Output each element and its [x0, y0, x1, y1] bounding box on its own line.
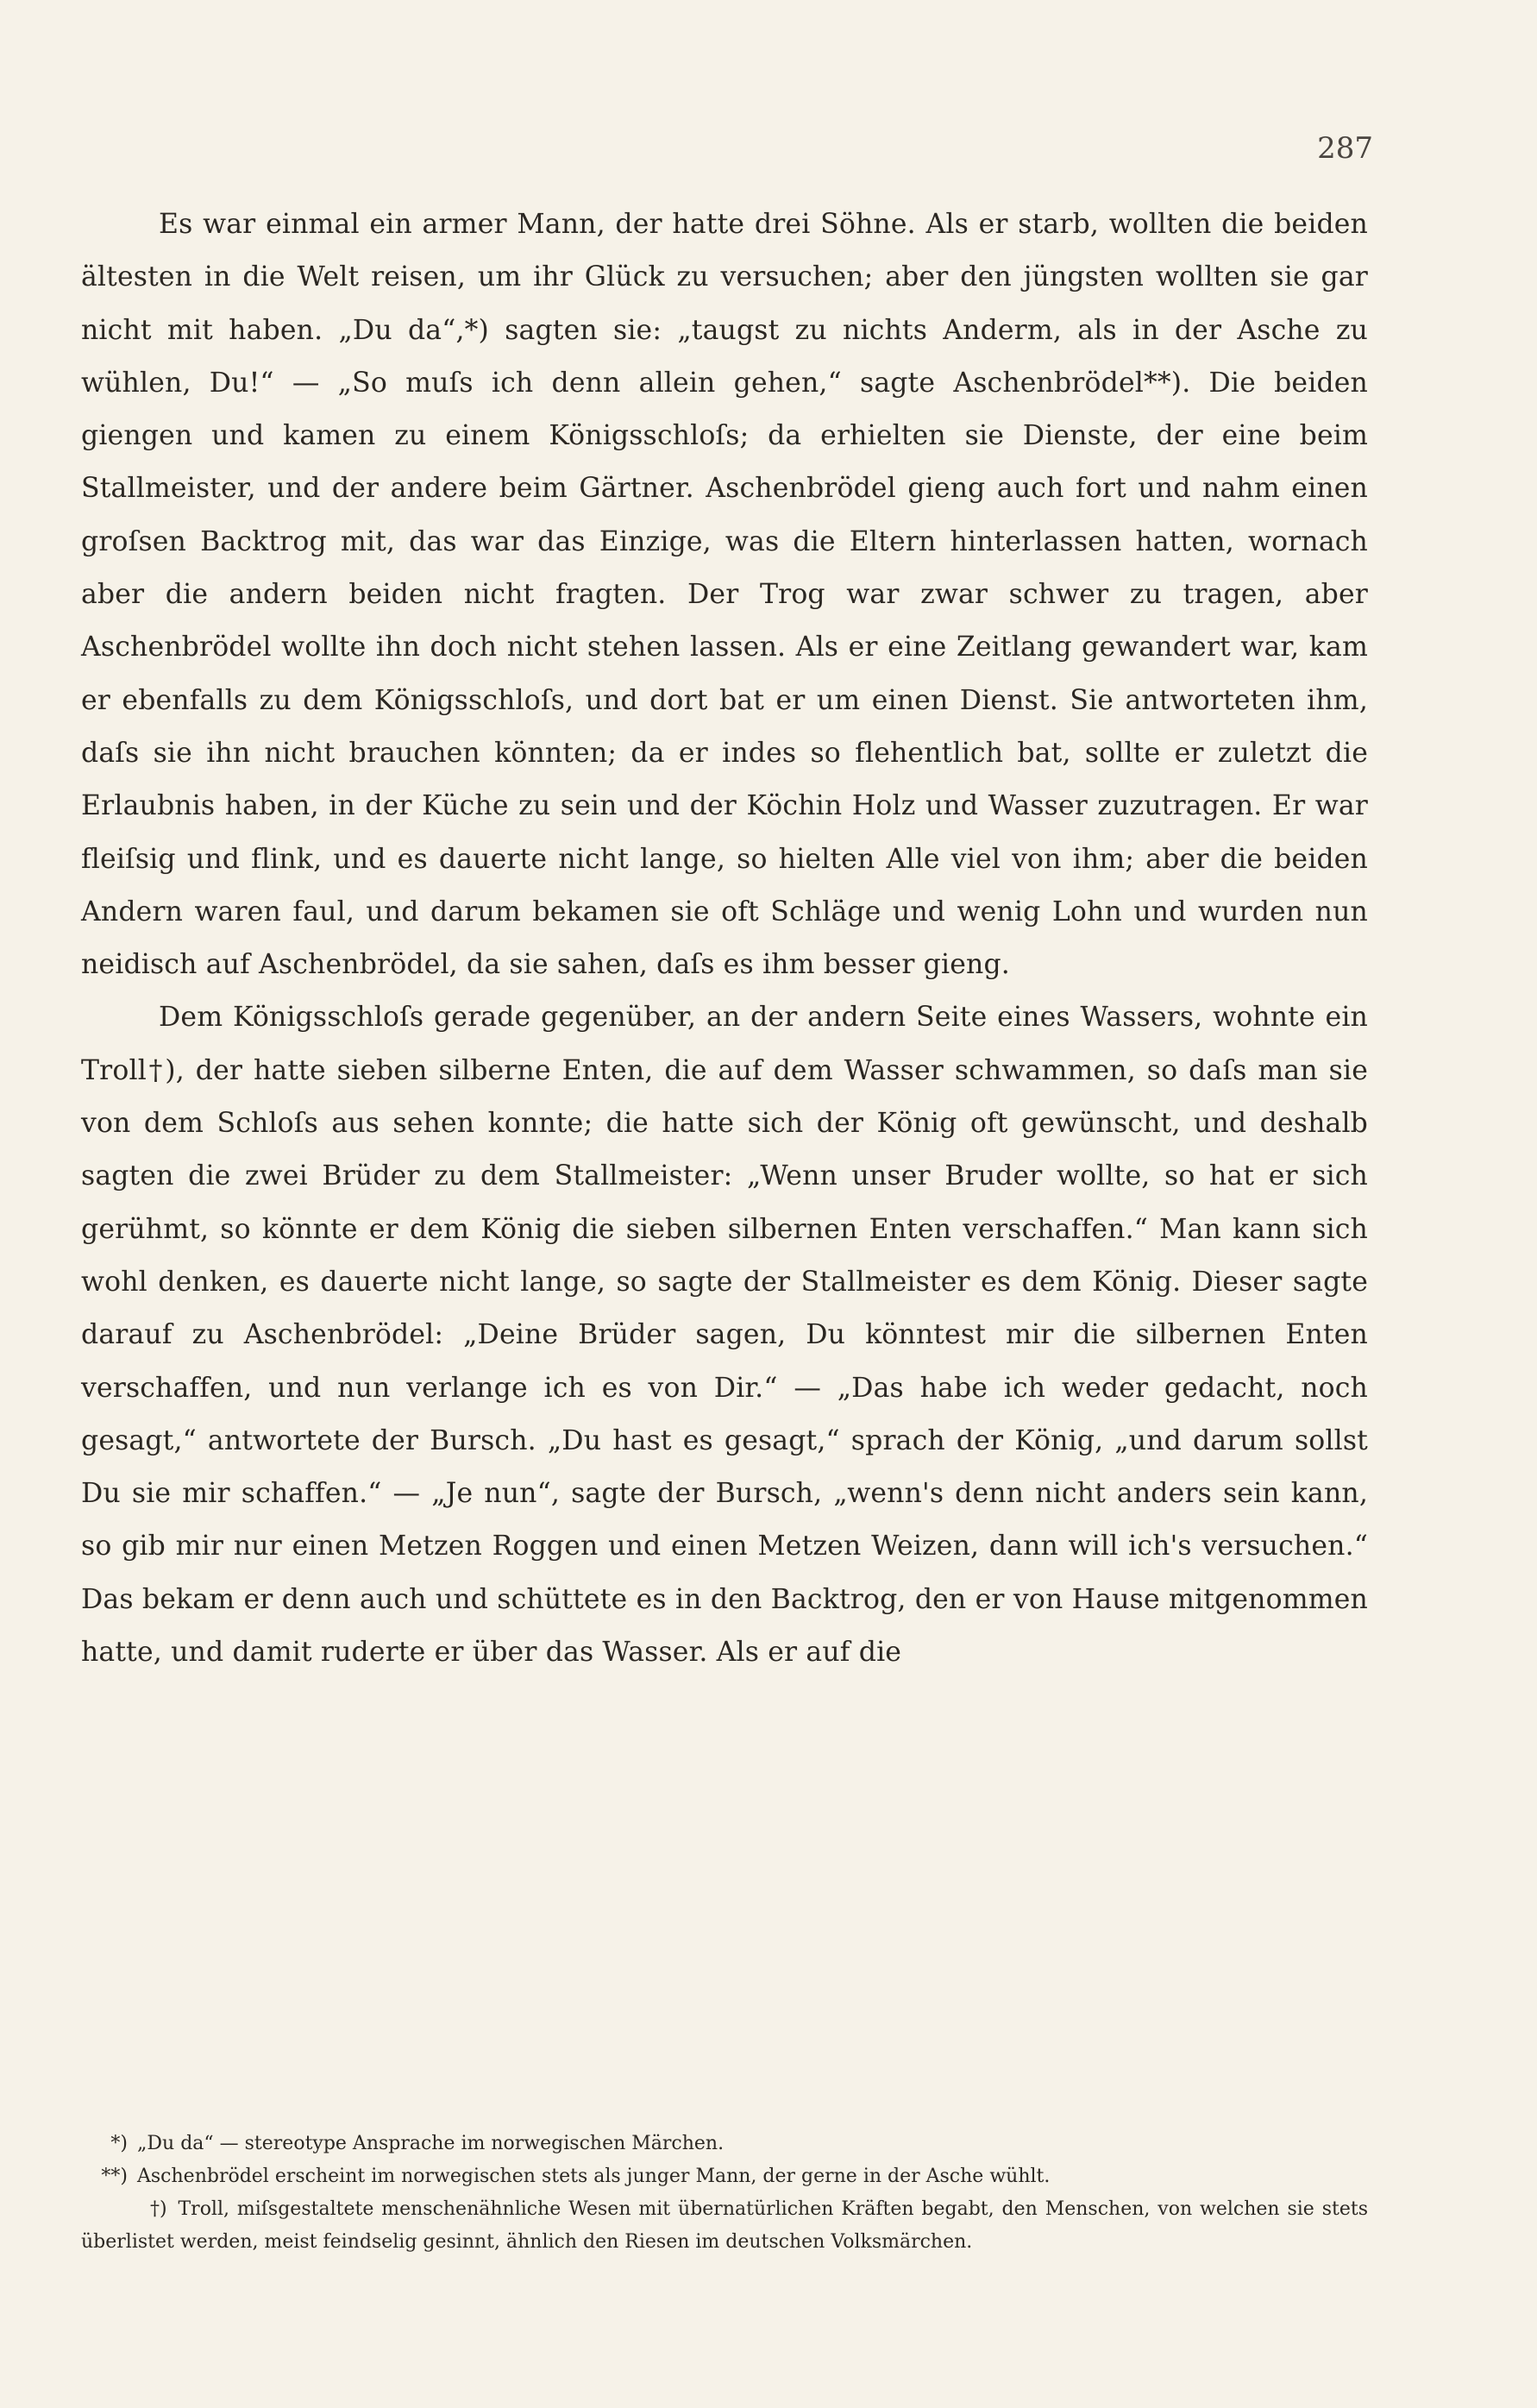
footnote-text: Aschenbrödel erscheint im norwegischen stets als junger Mann, der gerne in der Asche wühlt. — [137, 2166, 1051, 2187]
footnotes — [81, 2128, 1368, 2259]
footnote-mark: **) — [101, 2166, 128, 2187]
footnote — [81, 2160, 1368, 2193]
footnote — [81, 2128, 1368, 2160]
page-number: 287 — [1317, 131, 1373, 166]
footnote-text: „Du da“ — stereotype Ansprache im norwegischen Märchen. — [137, 2133, 725, 2154]
paragraph: Es war einmal ein armer Mann, der hatte drei Söhne. Als er starb, wollten die beiden ältesten in die Welt reisen, um ihr Glück zu versuchen; aber den jüngsten wollten sie gar nicht mit haben. „Du da“,*) sagten sie: „taugst zu nichts Anderm, als in der Asche zu wühlen, Du!“ — „So muſs ich denn allein gehen,“ sagte Aschenbrödel**). Die beiden giengen und kamen zu einem Königsschloſs; da erhielten sie Dienste, der eine beim Stallmeister, und der andere beim Gärtner. Aschenbrödel gieng auch fort und nahm einen groſsen Backtrog mit, das war das Einzige, was die Eltern hinterlassen hatten, wornach aber die andern beiden nicht fragten. Der Trog war zwar schwer zu tragen, aber Aschenbrödel wollte ihn doch nicht stehen lassen. Als er eine Zeitlang gewandert war, kam er ebenfalls zu dem Königsschloſs, und dort bat er um einen Dienst. Sie antworteten ihm, daſs sie ihn nicht brauchen könnten; da er indes so flehentlich bat, sollte er zuletzt die Erlaubnis haben, in der Küche zu sein und der Köchin Holz und Wasser zuzutragen. Er war fleiſsig und flink, und es dauerte nicht lange, so hielten Alle viel von ihm; aber die beiden Andern waren faul, und darum bekamen sie oft Schläge und wenig Lohn und wurden nun neidisch auf Aschenbrödel, da sie sahen, daſs es ihm besser gieng. — [81, 209, 1368, 981]
footnote-mark: †) — [150, 2198, 167, 2220]
body-text — [81, 198, 1368, 1679]
footnote — [81, 2193, 1368, 2259]
footnote-mark: *) — [110, 2133, 128, 2154]
footnote-text: Troll, miſsgestaltete menschenähnliche Wesen mit übernatürlichen Kräften begabt, den Menschen, von welchen sie stets überlistet werden, meist feindselig gesinnt, ähnlich den Riesen im deutschen Volksmärchen. — [81, 2198, 1368, 2253]
paragraph: Dem Königsschloſs gerade gegenüber, an der andern Seite eines Wassers, wohnte ein Troll†), der hatte sieben silberne Enten, die auf dem Wasser schwammen, so daſs man sie von dem Schloſs aus sehen konnte; die hatte sich der König oft gewünscht, und deshalb sagten die zwei Brüder zu dem Stallmeister: „Wenn unser Bruder wollte, so hat er sich gerühmt, so könnte er dem König die sieben silbernen Enten verschaffen.“ Man kann sich wohl denken, es dauerte nicht lange, so sagte der Stallmeister es dem König. Dieser sagte darauf zu Aschenbrödel: „Deine Brüder sagen, Du könntest mir die silbernen Enten verschaffen, und nun verlange ich es von Dir.“ — „Das habe ich weder gedacht, noch gesagt,“ antwortete der Bursch. „Du hast es gesagt,“ sprach der König, „und darum sollst Du sie mir schaffen.“ — „Je nun“, sagte der Bursch, „wenn's denn nicht anders sein kann, so gib mir nur einen Metzen Roggen und einen Metzen Weizen, dann will ich's versuchen.“ Das bekam er denn auch und schüttete es in den Backtrog, den er von Hause mitgenommen hatte, und damit ruderte er über das Wasser. Als er auf die — [81, 1002, 1368, 1669]
